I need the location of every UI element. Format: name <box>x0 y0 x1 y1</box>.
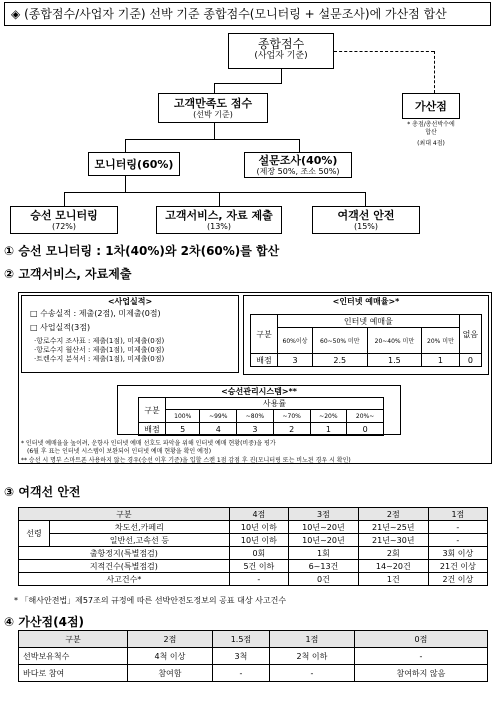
biz-line: ·항로수지 조사표 : 제출(1점), 미제출(0점) <box>34 337 165 345</box>
sys-col: ~99% <box>200 410 237 423</box>
survey-sub: (제장 50%, 조소 50%) <box>256 167 340 176</box>
sys-col: ~20% <box>310 410 347 423</box>
root-box <box>228 33 334 69</box>
safety-col: 4점 <box>229 508 288 521</box>
monitoring-box <box>88 152 180 176</box>
safety-cell: - <box>229 573 288 586</box>
monitoring-label: 모니터링(60%) <box>94 158 174 171</box>
web-table <box>250 314 482 367</box>
bonus-note: * 총점/총선박수에 합산 (최대 4점) <box>407 121 455 147</box>
bonus-cell: 참여함 <box>128 665 213 682</box>
bonus-col: 1점 <box>270 631 355 648</box>
bonus-cell: - <box>212 665 269 682</box>
web-box <box>243 295 489 375</box>
sys-col: ~70% <box>273 410 310 423</box>
sys-head: 사용률 <box>166 398 384 410</box>
diamond-icon: ◈ <box>11 7 21 21</box>
bonus-col: 1.5점 <box>212 631 269 648</box>
bonus-cell: 3척 <box>212 648 269 665</box>
bonus-cell: 바다로 참여 <box>19 665 128 682</box>
section4-heading: ④ 가산점(4점) <box>4 615 85 629</box>
safety-cell: - <box>428 534 487 547</box>
web-cell: 1 <box>422 354 460 367</box>
section2-note: (6월 후 표는 인터넷 시스템이 보완되어 인터넷 예매 현황을 확인 예정) <box>27 448 212 455</box>
sys-col: 구분 <box>139 398 166 423</box>
web-cell: 3 <box>278 354 313 367</box>
safety-cell: 5건 이하 <box>229 560 288 573</box>
service-sub: (13%) <box>206 222 232 231</box>
sys-cell: 4 <box>200 423 237 436</box>
safety-cell: 14~20건 <box>358 560 428 573</box>
web-cell: 1.5 <box>367 354 422 367</box>
bonus-cell: 선박보유척수 <box>19 648 128 665</box>
bonus-cell: 2척 이하 <box>270 648 355 665</box>
web-cell: 2.5 <box>312 354 367 367</box>
sys-col: 100% <box>166 410 200 423</box>
safety-cell: 일반선,고속선 등 <box>50 534 230 547</box>
safety-cell: 0건 <box>289 573 359 586</box>
safety-col: 1점 <box>428 508 487 521</box>
sys-col: ~80% <box>237 410 274 423</box>
safety-cell: 3회 이상 <box>428 547 487 560</box>
terminal-label: 여객선 안전 <box>337 209 395 222</box>
safety-cell: 21년~25년 <box>358 521 428 534</box>
sys-col: 20%~ <box>347 410 384 423</box>
safety-cell: 2회 <box>358 547 428 560</box>
safety-cell: 2건 이상 <box>428 573 487 586</box>
web-cell: 배점 <box>251 354 278 367</box>
biz-line: □ 사업실적(3점) <box>30 323 91 332</box>
safety-cell: 21건 이상 <box>428 560 487 573</box>
safety-cell: 1회 <box>289 547 359 560</box>
biz-line: ·항로수지 월산서 : 제출(1점), 미제출(0점) <box>34 346 165 354</box>
safety-cell: 차도선,카페리 <box>50 521 230 534</box>
service-label: 고객서비스, 자료 제출 <box>165 209 273 222</box>
web-cell: 0 <box>459 354 481 367</box>
bonus-table <box>18 630 488 682</box>
csat-sub: (선박 기준) <box>193 110 233 119</box>
csat-label: 고객만족도 점수 <box>173 97 253 110</box>
web-col: 20% 미만 <box>422 328 460 354</box>
page-header <box>4 2 491 26</box>
bonus-col: 2점 <box>128 631 213 648</box>
web-col: 구분 <box>251 315 278 354</box>
web-title: <인터넷 예매율>* <box>332 297 400 306</box>
safety-ship: 선령 <box>19 521 50 547</box>
bonus-cell: - <box>270 665 355 682</box>
safety-cell: 10년 이하 <box>229 534 288 547</box>
biz-line: □ 수송실적 : 제출(2점), 미제출(0점) <box>30 309 161 318</box>
bonus-label: 가산점 <box>415 100 447 113</box>
safety-cell: 6~13건 <box>289 560 359 573</box>
biz-box <box>21 295 239 373</box>
service-box <box>156 206 282 234</box>
sys-cell: 5 <box>166 423 200 436</box>
safety-cell: 10년~20년 <box>289 534 359 547</box>
section2-note: ** 승선 시 명부 스마트폰 사용하지 않는 경우(승선 이후 기준)을 입할 스캔 1점 감점 후 진(모니터링 또는 비노된 경우 시 확인) <box>21 457 351 464</box>
bonus-box <box>402 93 460 119</box>
web-col: 60~50% 미만 <box>312 328 367 354</box>
survey-label: 설문조사(40%) <box>258 154 338 167</box>
safety-col: 3점 <box>289 508 359 521</box>
safety-cell: 10년~20년 <box>289 521 359 534</box>
sys-cell: 0 <box>347 423 384 436</box>
biz-title: <사업실적> <box>107 297 153 306</box>
sys-box <box>117 385 401 435</box>
bonus-cell: 4척 이상 <box>128 648 213 665</box>
section1-heading: ① 승선 모니터링 : 1차(40%)와 2차(60%)를 합산 <box>4 244 280 258</box>
safety-col: 구분 <box>19 508 230 521</box>
sys-cell: 3 <box>237 423 274 436</box>
root-label: 종합점수 <box>257 37 305 51</box>
web-col: 60%이상 <box>278 328 313 354</box>
safety-cell: 출항정지(특별점검) <box>19 547 230 560</box>
bonus-cell: 참여하지 않음 <box>354 665 487 682</box>
bonus-col: 구분 <box>19 631 128 648</box>
web-head: 인터넷 예매율 <box>278 315 460 328</box>
section2-panel <box>18 292 492 464</box>
root-sub: (사업자 기준) <box>254 51 308 61</box>
biz-line: ·트렌수지 분석서 : 제출(1점), 미제출(0점) <box>34 355 165 363</box>
bonus-col: 0점 <box>354 631 487 648</box>
safety-cell: 사고건수* <box>19 573 230 586</box>
section3-note: * 「해사안전법」제57조의 규정에 따른 선박안전도정보의 공표 대상 사고건수 <box>14 596 287 605</box>
survey-box <box>244 152 352 178</box>
safety-cell: 지적건수(특별점검) <box>19 560 230 573</box>
sys-cell: 2 <box>273 423 310 436</box>
safety-cell: 0회 <box>229 547 288 560</box>
section2-note: * 인터넷 예매율을 높이려, 운항사 인터넷 예매 선호도 파악을 위해 인터넷 예매 현황(비중)을 평가 <box>21 440 276 447</box>
web-col: 없음 <box>459 315 481 354</box>
bonus-cell: - <box>354 648 487 665</box>
terminal-box <box>312 206 420 234</box>
safety-col: 2점 <box>358 508 428 521</box>
sys-title: <승선관리시스템>** <box>221 387 297 396</box>
web-col: 20~40% 미만 <box>367 328 422 354</box>
safety-cell: 10년 이하 <box>229 521 288 534</box>
boarding-label: 승선 모니터링 <box>30 209 98 222</box>
sys-table <box>138 397 384 436</box>
sys-cell: 1 <box>310 423 347 436</box>
section3-heading: ③ 여객선 안전 <box>4 485 81 499</box>
boarding-box <box>10 206 118 234</box>
csat-box <box>158 93 268 123</box>
safety-cell: 21년~30년 <box>358 534 428 547</box>
safety-table <box>18 507 488 586</box>
boarding-sub: (72%) <box>51 222 77 231</box>
terminal-sub: (15%) <box>353 222 379 231</box>
header-text: (종합점수/사업자 기준) 선박 기준 종합점수(모니터링 + 설문조사)에 가산점 합산 <box>24 7 447 21</box>
safety-cell: - <box>428 521 487 534</box>
safety-cell: 1건 <box>358 573 428 586</box>
section2-heading: ② 고객서비스, 자료제출 <box>4 267 132 281</box>
sys-cell: 배점 <box>139 423 166 436</box>
